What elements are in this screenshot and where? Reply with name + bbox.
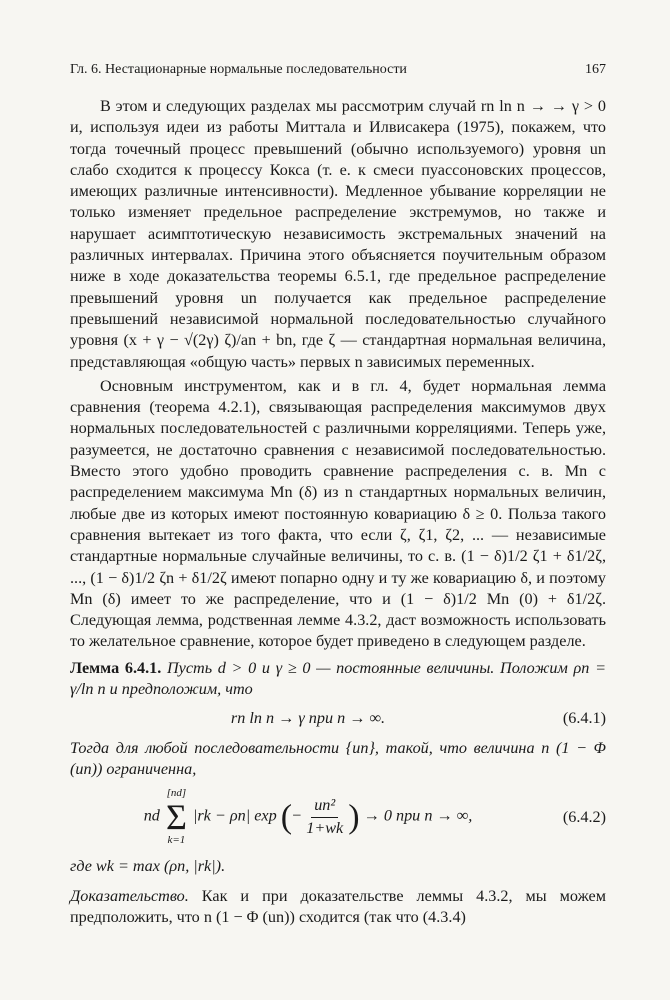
equation-number: (6.4.1) xyxy=(562,709,606,728)
eq-fraction xyxy=(303,795,346,839)
equation-6-4-2 xyxy=(70,788,606,846)
proof xyxy=(70,886,606,929)
page-number: 167 xyxy=(585,62,606,77)
equation-body: rn ln n → γ при n → ∞. xyxy=(230,709,386,728)
proof-label: Доказательство. xyxy=(70,886,189,905)
sum-upper-limit: [nd] xyxy=(166,787,187,800)
eq-minus: − xyxy=(292,806,302,825)
paragraph-2: Основным инструментом, как и в гл. 4, будет нормальная лемма сравнения (теорема 4.2.1), связывающая распределения максимумов двух нормальных последовательностей с различными корреляциями. Теперь уже, разумеется, не достаточно сравнения с независимой последовательностью. Вместо этого удобно проводить сравнение распределения с. в. Mn с распределением максимума Mn (δ) из n стандартных нормальных величин, любые две из которых имеют постоянную ковариацию δ ≥ 0. Польза такого сравнения вытекает из того факта, что если ζ, ζ1, ζ2, ... — независимые стандартные нормальные случайные величины, то с. в. (1 − δ)1/2 ζ1 + δ1/2ζ, ..., (1 − δ)1/2 ζn + δ1/2ζ имеют попарно одну и ту же ковариацию δ, и поэтому Mn (δ) имеет то же распределение, что и (1 − δ)1/2 Mn (0) + δ1/2ζ. Следующая лемма, родственная лемме 4.3.2, даст возможность использовать то желательное сравнение, которое будет приведено в следующем разделе. xyxy=(70,376,606,651)
lemma-where: где wk = max (ρn, |rk|). xyxy=(70,857,226,876)
lemma-statement xyxy=(70,658,606,701)
sum-symbol: Σ xyxy=(165,797,187,838)
lemma-then-text: Тогда для любой последовательности {un}, такой, что величина n (1 − Φ (un)) ограниченна, xyxy=(70,738,606,778)
equation-number: (6.4.2) xyxy=(562,807,606,826)
fraction-denominator: 1+wk xyxy=(306,818,344,837)
lemma-label: Лемма 6.4.1. xyxy=(70,658,162,677)
eq-lead: nd xyxy=(143,806,160,825)
running-header xyxy=(70,62,606,78)
sum-operator xyxy=(166,788,187,846)
lemma-text: Пусть d > 0 и γ ≥ 0 — постоянные величины. Положим ρn = γ/ln n и предположим, что xyxy=(70,658,606,699)
running-title: Гл. 6. Нестационарные нормальные последовательности xyxy=(70,62,407,77)
equation-body xyxy=(70,788,546,846)
equation-6-4-1 xyxy=(70,708,606,729)
page-body xyxy=(70,96,606,928)
proof-text: Как и при доказательстве леммы 4.3.2, мы можем предположить, что n (1 − Φ (un)) сходится (так что (4.3.4) xyxy=(70,886,606,926)
sum-lower-limit: k=1 xyxy=(167,834,186,847)
fraction-numerator: un² xyxy=(311,795,338,817)
right-paren: ) xyxy=(348,798,360,836)
eq-tail: → 0 при n → ∞, xyxy=(363,806,473,825)
paragraph-1: В этом и следующих разделах мы рассмотрим случай rn ln n → → γ > 0 и, используя идеи из работы Миттала и Илвисакера (1975), покажем, что тогда точечный процесс превышений (обычно используемого) уровня un слабо сходится к процессу Кокса (т. е. к смеси пуассоновских процессов, имеющих различные интенсивности). Медленное убывание корреляции не только изменяет предельное распределение экстремумов, но также и нарушает асимптотическую независимость экстремальных значений на различных интервалах. Причина этого объясняется поучительным образом ниже в ходе доказательства теоремы 6.5.1, где предельное распределение превышений уровня un получается как предельное распределение превышений независимой нормальной последовательностью случайного уровня (x + γ − √(2γ) ζ)/an + bn, где ζ — стандартная нормальная величина, представляющая «общую часть» первых n зависимых переменных. xyxy=(70,97,606,371)
left-paren: ( xyxy=(280,798,293,836)
eq-summand: |rk − ρn| exp xyxy=(192,806,277,825)
